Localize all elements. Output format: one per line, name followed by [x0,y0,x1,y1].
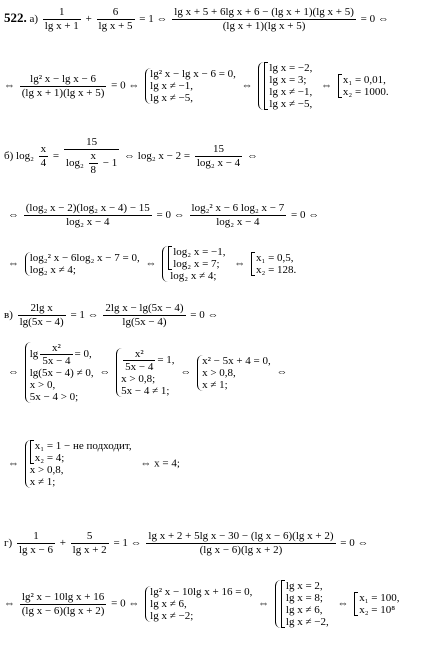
problem-number: 522. [4,10,27,26]
equiv: = 0 ⇔ [360,13,389,26]
b-line-3: ⇔ log₂² x − 6log₂ x − 7 = 0, log₂ x ≠ 4; ⇔ log₂ x = −1, log₂ x = 7; log₂ x ≠ 4; ⇔ x₁ = 0,5, x₂ = 128. [8,246,297,282]
part-a-label: а) [29,13,39,26]
part-c-label: в) [4,309,13,322]
fraction: $\frac{\text{lg x + 5 + 6lg x + 6 − (lg x + 1)(lg x + 5)}}{\text{(lg x + 1)(lg x + 5)}}$ [174,6,354,32]
d-line-2: ⇔ $\frac{\text{lg² x − 10lg x + 16}}{\text{(lg x − 6)(lg x + 2)}}$ = 0 ⇔ lg² x − 10lg x + 16 = 0, lg x ≠ 6, lg x ≠ −2; ⇔ lg x = 2, lg x = 8; lg x ≠ 6, lg x ≠ −2, ⇔ x₁ = 100, x₂ = 10⁸ [4,580,400,628]
plus: + [85,13,92,26]
part-b-label: б) [4,150,14,163]
equiv: = 1 ⇔ [139,13,168,26]
c-line-3: ⇔ x₁ = 1 − не подходит, x₂ = 4; x > 0,8, x ≠ 1; ⇔ x = 4; [8,440,180,488]
answer: x₁ = 0,01, x₂ = 1000. [338,74,389,98]
equiv: = 0 ⇔ [111,79,140,92]
fraction: $\frac{6}{\text{lg x + 5}}$ [98,6,133,32]
system: lg x = −2, lg x = 3; lg x ≠ −1, lg x ≠ −5, [258,62,315,110]
fraction: $\frac{1}{\text{lg x + 1}}$ [44,6,79,32]
fraction: $\frac{\text{lg² x − lg x − 6}}{\text{(lg x + 1)(lg x + 5)}}$ [21,72,105,99]
a-line-1 [4,6,389,33]
b-line-1: б) log₂ $\frac{x}{4}$ = 15 log₂ $\frac{x}{8}$ − 1 ⇔ log₂ x − 2 = $\frac{15}{\text{log₂ x − 4}}$ ⇔ [4,136,258,176]
b-line-2: ⇔ $\frac{\text{(log₂ x − 2)(log₂ x − 4) − 15}}{\text{log₂ x − 4}}$ = 0 ⇔ $\frac{\text{log₂² x − 6 log₂ x − 7}}{\text{log₂ x − 4}}$ = 0 ⇔ [8,202,320,228]
c-line-2: ⇔ lg $\frac{\text{x²}}{5x - 4}$ = 0, lg(5x − 4) ≠ 0, x > 0, 5x − 4 > 0; ⇔ $\frac{\text{x²}}{5x - 4}$ = 1, x > 0,8; 5x − 4 ≠ 1; ⇔ x² − 5x + 4 = 0, x > 0,8, x ≠ 1; ⇔ [8,342,288,403]
c-line-1: в) $\frac{\text{2lg x}}{\lg(5x - 4)}$ = 1 ⇔ $\frac{\text{2lg x − lg(5x − 4)}}{\lg(5x - 4)}$ = 0 ⇔ [4,302,219,328]
equiv: ⇔ [241,79,253,92]
equiv: ⇔ [4,79,15,92]
d-line-1: г) $\frac{1}{\text{lg x − 6}}$ + $\frac{5}{\text{lg x + 2}}$ = 1 ⇔ $\frac{\text{lg x + 2 + 5lg x − 30 − (lg x − 6)(lg x + 2)}}{\text{(lg x − 6)(lg x + 2)}}$ = 0 ⇔ [4,530,369,556]
part-d-label: г) [4,537,13,550]
system: lg² x − lg x − 6 = 0, lg x ≠ −1, lg x ≠ −5, [145,68,236,104]
a-line-2 [4,62,392,110]
equiv: ⇔ [321,79,333,92]
